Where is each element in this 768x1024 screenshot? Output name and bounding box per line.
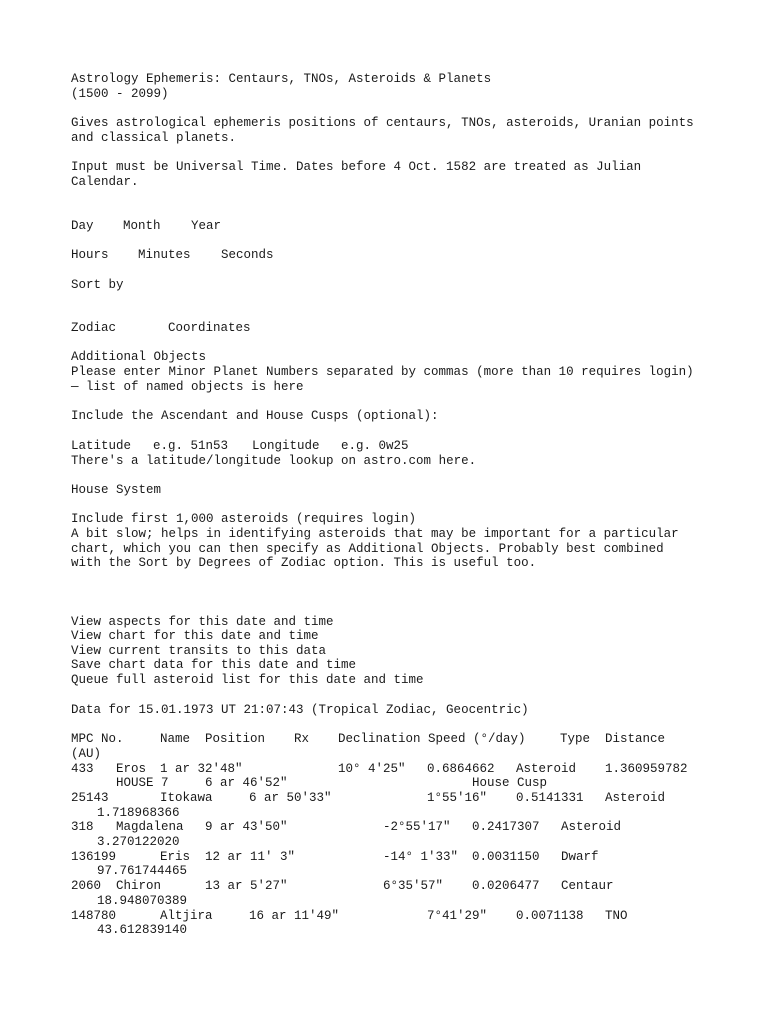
row-mpc: 25143 (71, 791, 109, 805)
column-declination: Declination (338, 732, 421, 746)
view-aspects-link[interactable]: View aspects for this date and time (71, 615, 334, 629)
row-distance: 43.612839140 (97, 923, 188, 937)
row-speed: 0.0071138 (516, 909, 584, 923)
include-help-3-prefix: with the Sort by Degrees of Zodiac option. This is useful (71, 556, 507, 570)
page-title: Astrology Ephemeris: Centaurs, TNOs, Asteroids & Planets (71, 72, 492, 86)
row-name: Eris (160, 850, 191, 864)
day-label: Day (71, 219, 94, 233)
row-position: 13 ar 5'27" (205, 879, 288, 893)
row-position: 6 ar 50'33" (249, 791, 332, 805)
year-label: Year (191, 219, 222, 233)
queue-asteroid-list-link[interactable]: Queue full asteroid list for this date and time (71, 673, 424, 687)
row-type: Asteroid (605, 791, 666, 805)
longitude-label: Longitude (252, 439, 320, 453)
row-mpc: 318 (71, 820, 94, 834)
row-declination: -14° 1'33" (383, 850, 459, 864)
latitude-example: e.g. 51n53 (153, 439, 229, 453)
row-position: 12 ar 11' 3" (205, 850, 296, 864)
row-distance: 1.718968366 (97, 806, 180, 820)
lookup-suffix: . (468, 454, 477, 468)
row-position: 1 ar 32'48" (160, 762, 243, 776)
intro-text-line-2: and classical planets. (71, 131, 237, 145)
lookup-note (71, 454, 476, 469)
month-label: Month (123, 219, 161, 233)
row-declination: 10° 4'25" (338, 762, 406, 776)
row-name: HOUSE 7 (116, 776, 169, 790)
row-speed: 0.5141331 (516, 791, 584, 805)
row-name: Itokawa (160, 791, 213, 805)
sort-by-label: Sort by (71, 278, 124, 292)
house-system-label: House System (71, 483, 162, 497)
ut-note-line-1: Input must be Universal Time. Dates before 4 Oct. 1582 are treated as Julian (71, 160, 642, 174)
additional-objects-list-prefix: — list of named objects is (71, 380, 274, 394)
row-mpc: 2060 (71, 879, 102, 893)
row-declination: 7°41'29" (427, 909, 488, 923)
additional-objects-help: Please enter Minor Planet Numbers separated by commas (more than 10 requires login) (71, 365, 694, 379)
additional-objects-title: Additional Objects (71, 350, 207, 364)
ut-note-line-2: Calendar. (71, 175, 139, 189)
row-declination: 1°55'16" (427, 791, 488, 805)
page-subtitle-range: (1500 - 2099) (71, 87, 169, 101)
row-type: House Cusp (472, 776, 548, 790)
row-declination: -2°55'17" (383, 820, 451, 834)
useful-too-link[interactable]: too (506, 556, 529, 570)
row-type: Dwarf (561, 850, 599, 864)
named-objects-link[interactable]: here (273, 380, 304, 394)
row-distance: 97.761744465 (97, 864, 188, 878)
zodiac-label: Zodiac (71, 321, 117, 335)
row-mpc: 433 (71, 762, 94, 776)
row-mpc: 148780 (71, 909, 117, 923)
intro-text-line-1: Gives astrological ephemeris positions of centaurs, TNOs, asteroids, Uranian points (71, 116, 694, 130)
column-rx: Rx (294, 732, 310, 746)
longitude-example: e.g. 0w25 (341, 439, 409, 453)
row-name: Altjira (160, 909, 213, 923)
include-asteroids-help-1: A bit slow; helps in identifying asteroids that may be important for a particular (71, 527, 679, 541)
row-type: TNO (605, 909, 628, 923)
row-speed: 0.6864662 (427, 762, 495, 776)
row-position: 16 ar 11'49" (249, 909, 340, 923)
row-name: Chiron (116, 879, 162, 893)
coordinates-label: Coordinates (168, 321, 251, 335)
column-name: Name (160, 732, 191, 746)
include-help-3-suffix: . (528, 556, 537, 570)
save-chart-link[interactable]: Save chart data for this date and time (71, 658, 357, 672)
include-asteroids-help-2: chart, which you can then specify as Additional Objects. Probably best combined (71, 542, 664, 556)
column-position: Position (205, 732, 266, 746)
results-heading: Data for 15.01.1973 UT 21:07:43 (Tropical Zodiac, Geocentric) (71, 703, 529, 717)
latitude-label: Latitude (71, 439, 132, 453)
row-type: Centaur (561, 879, 614, 893)
row-speed: 0.2417307 (472, 820, 540, 834)
column-type: Type (560, 732, 591, 746)
row-position: 9 ar 43'50" (205, 820, 288, 834)
column-speed: Speed (°/day) (428, 732, 526, 746)
minutes-label: Minutes (138, 248, 191, 262)
row-declination: 6°35'57" (383, 879, 444, 893)
column-distance: Distance (605, 732, 666, 746)
row-name: Eros (116, 762, 147, 776)
ascendant-title: Include the Ascendant and House Cusps (optional): (71, 409, 439, 423)
row-distance: 3.270122020 (97, 835, 180, 849)
row-distance: 18.948070389 (97, 894, 188, 908)
seconds-label: Seconds (221, 248, 274, 262)
view-transits-link[interactable]: View current transits to this data (71, 644, 327, 658)
row-name: Magdalena (116, 820, 184, 834)
lookup-link[interactable]: here (438, 454, 469, 468)
row-type: Asteroid (516, 762, 577, 776)
row-position: 6 ar 46'52" (205, 776, 288, 790)
row-speed: 0.0031150 (472, 850, 540, 864)
include-asteroids-help-3 (71, 556, 536, 571)
row-mpc: 136199 (71, 850, 117, 864)
additional-objects-list-note (71, 380, 304, 395)
hours-label: Hours (71, 248, 109, 262)
view-chart-link[interactable]: View chart for this date and time (71, 629, 319, 643)
lookup-prefix: There's a latitude/longitude lookup on astro.com (71, 454, 439, 468)
row-distance: 1.360959782 (605, 762, 688, 776)
column-mpc: MPC No. (71, 732, 124, 746)
row-speed: 0.0206477 (472, 879, 540, 893)
include-asteroids-title: Include first 1,000 asteroids (requires login) (71, 512, 417, 526)
column-distance-unit: (AU) (71, 747, 102, 761)
row-type: Asteroid (561, 820, 622, 834)
